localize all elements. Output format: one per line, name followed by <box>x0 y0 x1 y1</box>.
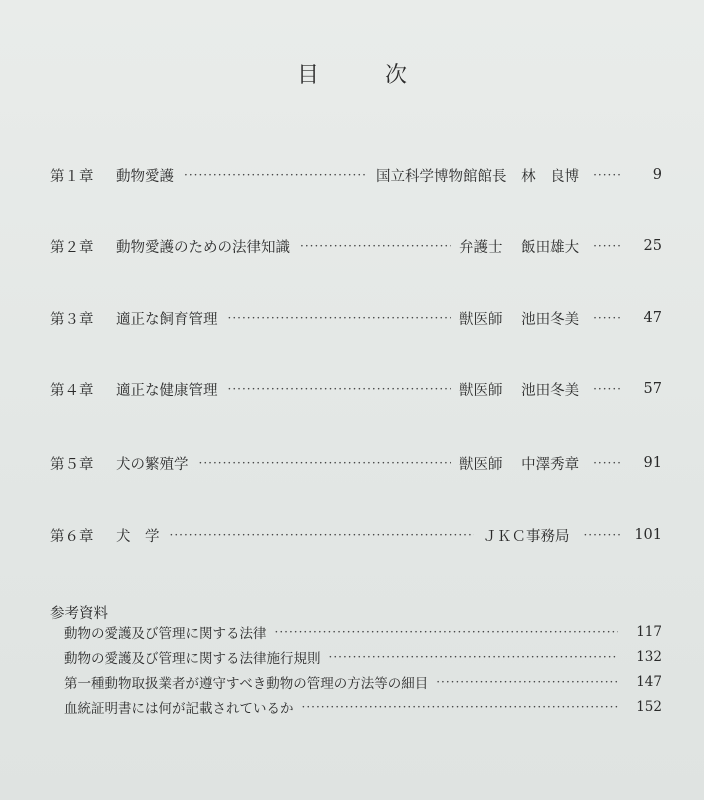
reference-title: 第一種動物取扱業者が遵守すべき動物の管理の方法等の細目 <box>64 676 429 692</box>
dot-leader <box>436 675 618 689</box>
dot-leader <box>184 168 368 182</box>
chapter-author <box>482 525 569 546</box>
dot-leader <box>228 382 452 396</box>
author-role: 獣医師 <box>459 456 503 473</box>
toc-entry-chapter-1[interactable] <box>50 164 662 186</box>
dot-leader-short: ······ <box>593 456 622 470</box>
reference-title: 動物の愛護及び管理に関する法律 <box>64 626 267 642</box>
reference-item-2[interactable] <box>64 647 662 667</box>
dot-leader-short: ······ <box>593 239 622 253</box>
dot-leader <box>329 650 619 664</box>
page-number: 117 <box>636 624 662 640</box>
chapter-title: 犬 学 <box>116 528 160 545</box>
page-number: 25 <box>643 238 662 254</box>
page-number: 57 <box>643 381 662 397</box>
page-number: 147 <box>636 674 662 690</box>
chapter-title: 適正な飼育管理 <box>116 311 218 328</box>
page-number: 91 <box>643 455 662 471</box>
chapter-number: 第２章 <box>50 239 94 256</box>
toc-entry-chapter-4[interactable] <box>50 378 662 400</box>
chapter-author <box>459 308 579 329</box>
chapter-number: 第３章 <box>50 311 94 328</box>
chapter-author <box>459 236 579 257</box>
dot-leader-short: ······ <box>593 382 622 396</box>
reference-item-3[interactable] <box>64 672 662 692</box>
chapter-author <box>376 165 579 186</box>
dot-leader <box>302 700 619 714</box>
dot-leader-short: ······ <box>593 168 622 182</box>
reference-title: 動物の愛護及び管理に関する法律施行規則 <box>64 651 321 667</box>
dot-leader <box>199 456 452 470</box>
author-name: 林 良博 <box>521 168 580 185</box>
chapter-number: 第５章 <box>50 456 94 473</box>
author-role: 弁護士 <box>459 239 503 256</box>
author-name: 池田冬美 <box>521 311 580 328</box>
author-name: ＪＫＣ事務局 <box>482 528 570 545</box>
chapter-number: 第４章 <box>50 382 94 399</box>
dot-leader-short: ······ <box>593 311 622 325</box>
reference-title: 血統証明書には何が記載されているか <box>64 701 294 717</box>
chapter-title: 犬の繁殖学 <box>116 456 189 473</box>
author-name: 飯田雄大 <box>521 239 580 256</box>
page-number: 132 <box>636 649 662 665</box>
author-role: 国立科学博物館館長 <box>376 168 507 185</box>
toc-entry-chapter-5[interactable] <box>50 452 662 474</box>
author-role: 獣医師 <box>459 382 503 399</box>
chapter-title: 適正な健康管理 <box>116 382 218 399</box>
references-heading: 参考資料 <box>50 606 108 622</box>
dot-leader-short: ········ <box>583 528 622 542</box>
toc-entry-chapter-6[interactable] <box>50 524 662 546</box>
page-number: 47 <box>643 310 662 326</box>
author-role: 獣医師 <box>459 311 503 328</box>
dot-leader <box>275 625 619 639</box>
reference-item-4[interactable] <box>64 697 662 717</box>
chapter-number: 第１章 <box>50 168 94 185</box>
chapter-author <box>459 379 579 400</box>
dot-leader <box>300 239 451 253</box>
chapter-title: 動物愛護のための法律知識 <box>116 239 290 256</box>
reference-item-1[interactable] <box>64 622 662 642</box>
author-name: 池田冬美 <box>521 382 580 399</box>
dot-leader <box>170 528 475 542</box>
chapter-author <box>459 453 579 474</box>
author-name: 中澤秀章 <box>521 456 580 473</box>
chapter-number: 第６章 <box>50 528 94 545</box>
page-title: 目 次 <box>296 63 429 88</box>
chapter-title: 動物愛護 <box>116 168 174 185</box>
toc-entry-chapter-3[interactable] <box>50 307 662 329</box>
page-number: 9 <box>652 167 662 183</box>
toc-entry-chapter-2[interactable] <box>50 235 662 257</box>
page-number: 152 <box>636 699 662 715</box>
page-number: 101 <box>634 527 662 543</box>
dot-leader <box>228 311 452 325</box>
